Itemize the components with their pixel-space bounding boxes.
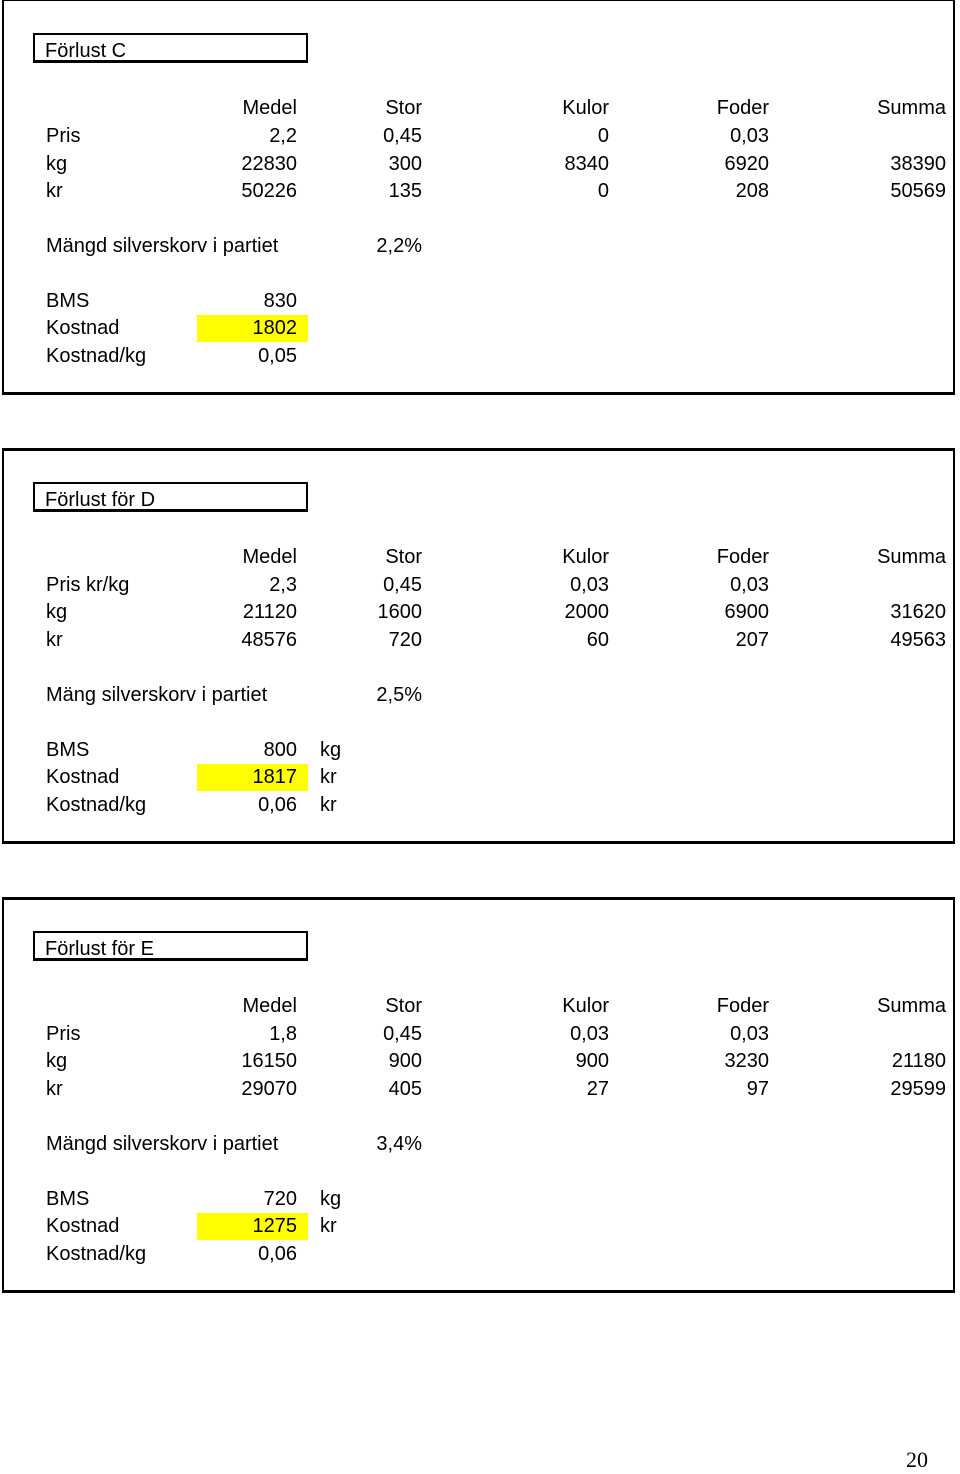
cell-summa: 21180 — [891, 1050, 946, 1072]
section-forlust-c — [2, 0, 955, 395]
summary-unit-kostnad-per-kg: kr — [320, 794, 337, 816]
column-header-summa: Summa — [877, 995, 946, 1017]
cell-kulor: 900 — [575, 1050, 609, 1072]
column-header-stor: Stor — [385, 546, 422, 568]
cell-summa — [804, 572, 946, 599]
row-label: kr — [46, 629, 63, 651]
summary-value-kostnad-highlighted: 1802 — [197, 315, 308, 342]
summary-label-kostnad-per-kg: Kostnad/kg — [46, 1243, 147, 1265]
row-label: kr — [46, 180, 63, 202]
row-label: Pris kr/kg — [46, 574, 130, 596]
column-header-foder: Foder — [716, 546, 769, 568]
summary-value-bms: 800 — [263, 739, 297, 761]
cell-summa — [804, 123, 946, 150]
cell-medel: 2,3 — [269, 574, 297, 596]
column-header-medel: Medel — [242, 97, 297, 119]
share-label: Mäng silverskorv i partiet — [46, 684, 268, 706]
cell-medel: 50226 — [241, 180, 297, 202]
summary-label-kostnad-per-kg: Kostnad/kg — [46, 794, 147, 816]
row-label: kr — [46, 1078, 63, 1100]
summary-unit-kostnad: kr — [320, 1215, 337, 1237]
cell-medel: 21120 — [242, 601, 297, 623]
cell-summa: 31620 — [890, 601, 946, 623]
column-header-foder: Foder — [716, 97, 769, 119]
cell-foder: 0,03 — [730, 1023, 769, 1045]
cell-stor: 300 — [388, 153, 422, 175]
summary-label-kostnad: Kostnad — [46, 766, 120, 788]
cell-summa: 50569 — [890, 180, 946, 202]
cell-stor: 1600 — [377, 601, 422, 623]
column-header-kulor: Kulor — [562, 546, 609, 568]
summary-label-bms: BMS — [46, 1188, 90, 1210]
summary-unit-bms: kg — [320, 1188, 342, 1210]
column-header-medel: Medel — [242, 546, 297, 568]
section-title: Förlust för D — [33, 482, 308, 512]
row-label: kg — [46, 601, 68, 623]
cell-stor: 900 — [388, 1050, 422, 1072]
summary-value-bms: 720 — [263, 1188, 297, 1210]
cell-kulor: 60 — [586, 629, 609, 651]
summary-value-kostnad-highlighted: 1817 — [197, 764, 308, 791]
summary-label-kostnad: Kostnad — [46, 317, 120, 339]
section-forlust-e — [2, 897, 955, 1293]
cell-stor: 135 — [388, 180, 422, 202]
cell-foder: 0,03 — [730, 125, 769, 147]
section-title: Förlust för E — [33, 931, 308, 961]
summary-value-kostnad-highlighted: 1275 — [197, 1213, 308, 1240]
cell-stor: 720 — [388, 629, 422, 651]
row-label: kg — [46, 153, 68, 175]
share-label: Mängd silverskorv i partiet — [46, 235, 279, 257]
page-number: 20 — [906, 1447, 928, 1472]
cell-medel: 1,8 — [269, 1023, 297, 1045]
cell-kulor: 2000 — [564, 601, 609, 623]
share-value: 2,5% — [376, 684, 422, 706]
cell-foder: 6920 — [724, 153, 769, 175]
cell-medel: 29070 — [241, 1078, 297, 1100]
summary-value-kostnad-per-kg: 0,06 — [258, 794, 297, 816]
summary-unit-bms: kg — [320, 739, 342, 761]
section-forlust-d — [2, 448, 955, 844]
column-header-medel: Medel — [242, 995, 297, 1017]
cell-foder: 6900 — [724, 601, 769, 623]
cell-summa: 38390 — [890, 153, 946, 175]
cell-kulor: 0 — [597, 125, 609, 147]
cell-medel: 16150 — [241, 1050, 297, 1072]
summary-value-kostnad-per-kg: 0,05 — [258, 345, 297, 367]
cell-summa — [804, 1021, 946, 1048]
summary-label-bms: BMS — [46, 290, 90, 312]
share-value: 3,4% — [376, 1133, 422, 1155]
cell-stor: 0,45 — [383, 125, 422, 147]
cell-foder: 208 — [735, 180, 769, 202]
cell-medel: 22830 — [241, 153, 297, 175]
column-header-foder: Foder — [716, 995, 769, 1017]
cell-kulor: 0,03 — [570, 574, 609, 596]
row-label: Pris — [46, 125, 81, 147]
share-label: Mängd silverskorv i partiet — [46, 1133, 279, 1155]
column-header-stor: Stor — [385, 97, 422, 119]
cell-kulor: 0 — [597, 180, 609, 202]
column-header-stor: Stor — [385, 995, 422, 1017]
row-label: Pris — [46, 1023, 81, 1045]
column-header-kulor: Kulor — [562, 97, 609, 119]
cell-foder: 207 — [735, 629, 769, 651]
summary-label-kostnad: Kostnad — [46, 1215, 120, 1237]
cell-kulor: 8340 — [564, 153, 609, 175]
cell-medel: 2,2 — [269, 125, 297, 147]
column-header-summa: Summa — [877, 97, 946, 119]
cell-stor: 0,45 — [383, 1023, 422, 1045]
summary-value-bms: 830 — [263, 290, 297, 312]
cell-foder: 97 — [746, 1078, 769, 1100]
cell-summa: 29599 — [890, 1078, 946, 1100]
cell-stor: 405 — [388, 1078, 422, 1100]
cell-kulor: 27 — [586, 1078, 609, 1100]
column-header-summa: Summa — [877, 546, 946, 568]
share-value: 2,2% — [376, 235, 422, 257]
row-label: kg — [46, 1050, 68, 1072]
cell-stor: 0,45 — [383, 574, 422, 596]
cell-foder: 0,03 — [730, 574, 769, 596]
cell-foder: 3230 — [724, 1050, 769, 1072]
cell-medel: 48576 — [241, 629, 297, 651]
summary-value-kostnad-per-kg: 0,06 — [258, 1243, 297, 1265]
summary-unit-kostnad: kr — [320, 766, 337, 788]
summary-label-bms: BMS — [46, 739, 90, 761]
summary-label-kostnad-per-kg: Kostnad/kg — [46, 345, 147, 367]
cell-kulor: 0,03 — [570, 1023, 609, 1045]
cell-summa: 49563 — [890, 629, 946, 651]
section-title: Förlust C — [33, 33, 308, 63]
column-header-kulor: Kulor — [562, 995, 609, 1017]
